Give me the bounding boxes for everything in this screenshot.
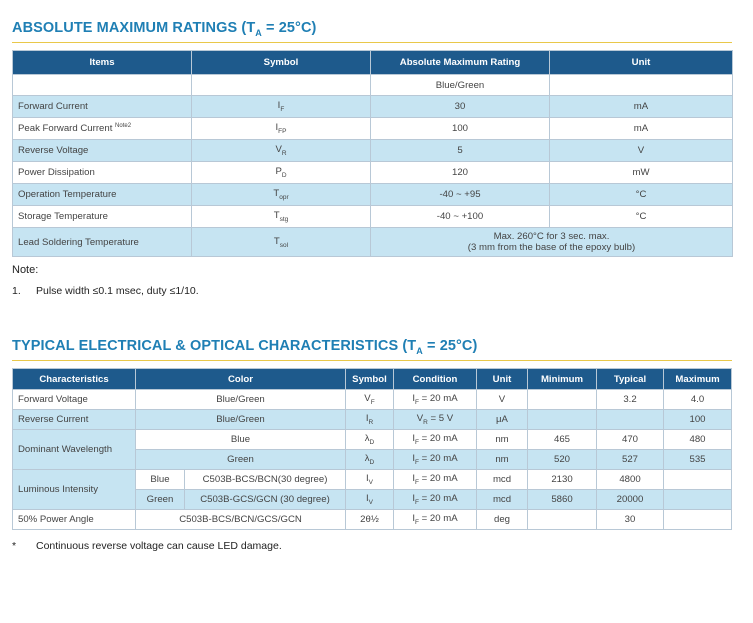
- footnote: * Continuous reverse voltage can cause LED damage.: [12, 540, 282, 552]
- unit-cell: V: [550, 140, 733, 162]
- title-rule: [12, 42, 732, 43]
- table-header-row: [13, 51, 733, 75]
- value-cell: -40 ~ +100: [371, 206, 550, 228]
- header-rating: Absolute Maximum Rating: [371, 51, 550, 75]
- header-items: Items: [13, 51, 192, 75]
- header-unit: Unit: [550, 51, 733, 75]
- unit-cell: °C: [550, 206, 733, 228]
- absolute-max-title: ABSOLUTE MAXIMUM RATINGS $(T_A = 25^\circ C)$: [12, 20, 317, 38]
- note-ref: Note2: [115, 122, 132, 129]
- symbol-cell: $I_{FP}$: [192, 118, 371, 140]
- table-row: Green $\lambda_D$ $I_F = 20$ mA nm 520 527 535: [13, 450, 732, 470]
- header-typical: Typical: [597, 369, 664, 390]
- title-rule: [12, 360, 732, 361]
- table-row: Green C503B-GCS/GCN (30 degree) $I_V$ $I_F = 20$ mA mcd 5860 20000: [13, 490, 732, 510]
- table-row: Dominant Wavelength Blue $\lambda_D$ $I_F = 20$ mA nm 465 470 480: [13, 430, 732, 450]
- unit-cell: mA: [550, 96, 733, 118]
- table-row: Luminous Intensity Blue C503B-BCS/BCN(30 degree) $I_V$ $I_F = 20$ mA mcd 2130 4800: [13, 470, 732, 490]
- header-characteristics: Characteristics: [13, 369, 136, 390]
- table-row: Reverse Current Blue/Green $I_R$ $V_R = 5$ V μA 100: [13, 410, 732, 430]
- value-cell: Max. 260°C for 3 sec. max. (3 mm from the base of the epoxy bulb): [371, 228, 733, 257]
- value-cell: 5: [371, 140, 550, 162]
- value-cell: 120: [371, 162, 550, 184]
- header-symbol: Symbol: [346, 369, 394, 390]
- absolute-max-table: [12, 50, 733, 257]
- symbol-cell: $I_F$: [192, 96, 371, 118]
- value-cell: 30: [371, 96, 550, 118]
- table-row: [13, 118, 733, 140]
- typical-characteristics-title: TYPICAL ELECTRICAL & OPTICAL CHARACTERISTICS $(T_A = 25^\circ C)$: [12, 338, 478, 356]
- table-row: [13, 140, 733, 162]
- table-row: [13, 184, 733, 206]
- item-cell: Peak Forward Current $^{Note2}$: [13, 118, 192, 140]
- header-minimum: Minimum: [528, 369, 597, 390]
- unit-cell: mA: [550, 118, 733, 140]
- symbol-cell: $V_R$: [192, 140, 371, 162]
- header-unit: Unit: [477, 369, 528, 390]
- table-row: [13, 228, 733, 257]
- item-cell: Forward Current: [13, 96, 192, 118]
- symbol-cell: $T_{opr}$: [192, 184, 371, 206]
- table-row: [13, 206, 733, 228]
- table-row: [13, 162, 733, 184]
- symbol-cell: $P_D$: [192, 162, 371, 184]
- value-cell: 100: [371, 118, 550, 140]
- unit-cell: mW: [550, 162, 733, 184]
- value-cell: -40 ~ +95: [371, 184, 550, 206]
- item-cell: Power Dissipation: [13, 162, 192, 184]
- item-cell: Lead Soldering Temperature: [13, 228, 192, 257]
- item-cell: Reverse Voltage: [13, 140, 192, 162]
- note-item: 1. Pulse width ≤0.1 msec, duty ≤1/10.: [12, 285, 199, 297]
- header-color: Color: [136, 369, 346, 390]
- header-symbol: Symbol: [192, 51, 371, 75]
- header-maximum: Maximum: [664, 369, 732, 390]
- header-condition: Condition: [394, 369, 477, 390]
- unit-cell: °C: [550, 184, 733, 206]
- note-label: Note:: [12, 264, 39, 276]
- typical-characteristics-table: [12, 368, 732, 530]
- color-subheader: Blue/Green: [371, 75, 550, 96]
- symbol-cell: $T_{sol}$: [192, 228, 371, 257]
- table-row: Forward Voltage Blue/Green $V_F$ $I_F = 20$ mA V 3.2 4.0: [13, 390, 732, 410]
- table-row: [13, 96, 733, 118]
- table-header-row: [13, 369, 732, 390]
- table-row: 50% Power Angle C503B-BCS/BCN/GCS/GCN 2θ½ $I_F = 20$ mA deg 30: [13, 510, 732, 530]
- item-cell: Storage Temperature: [13, 206, 192, 228]
- item-cell: Operation Temperature: [13, 184, 192, 206]
- symbol-cell: $T_{stg}$: [192, 206, 371, 228]
- table-row: [13, 75, 733, 96]
